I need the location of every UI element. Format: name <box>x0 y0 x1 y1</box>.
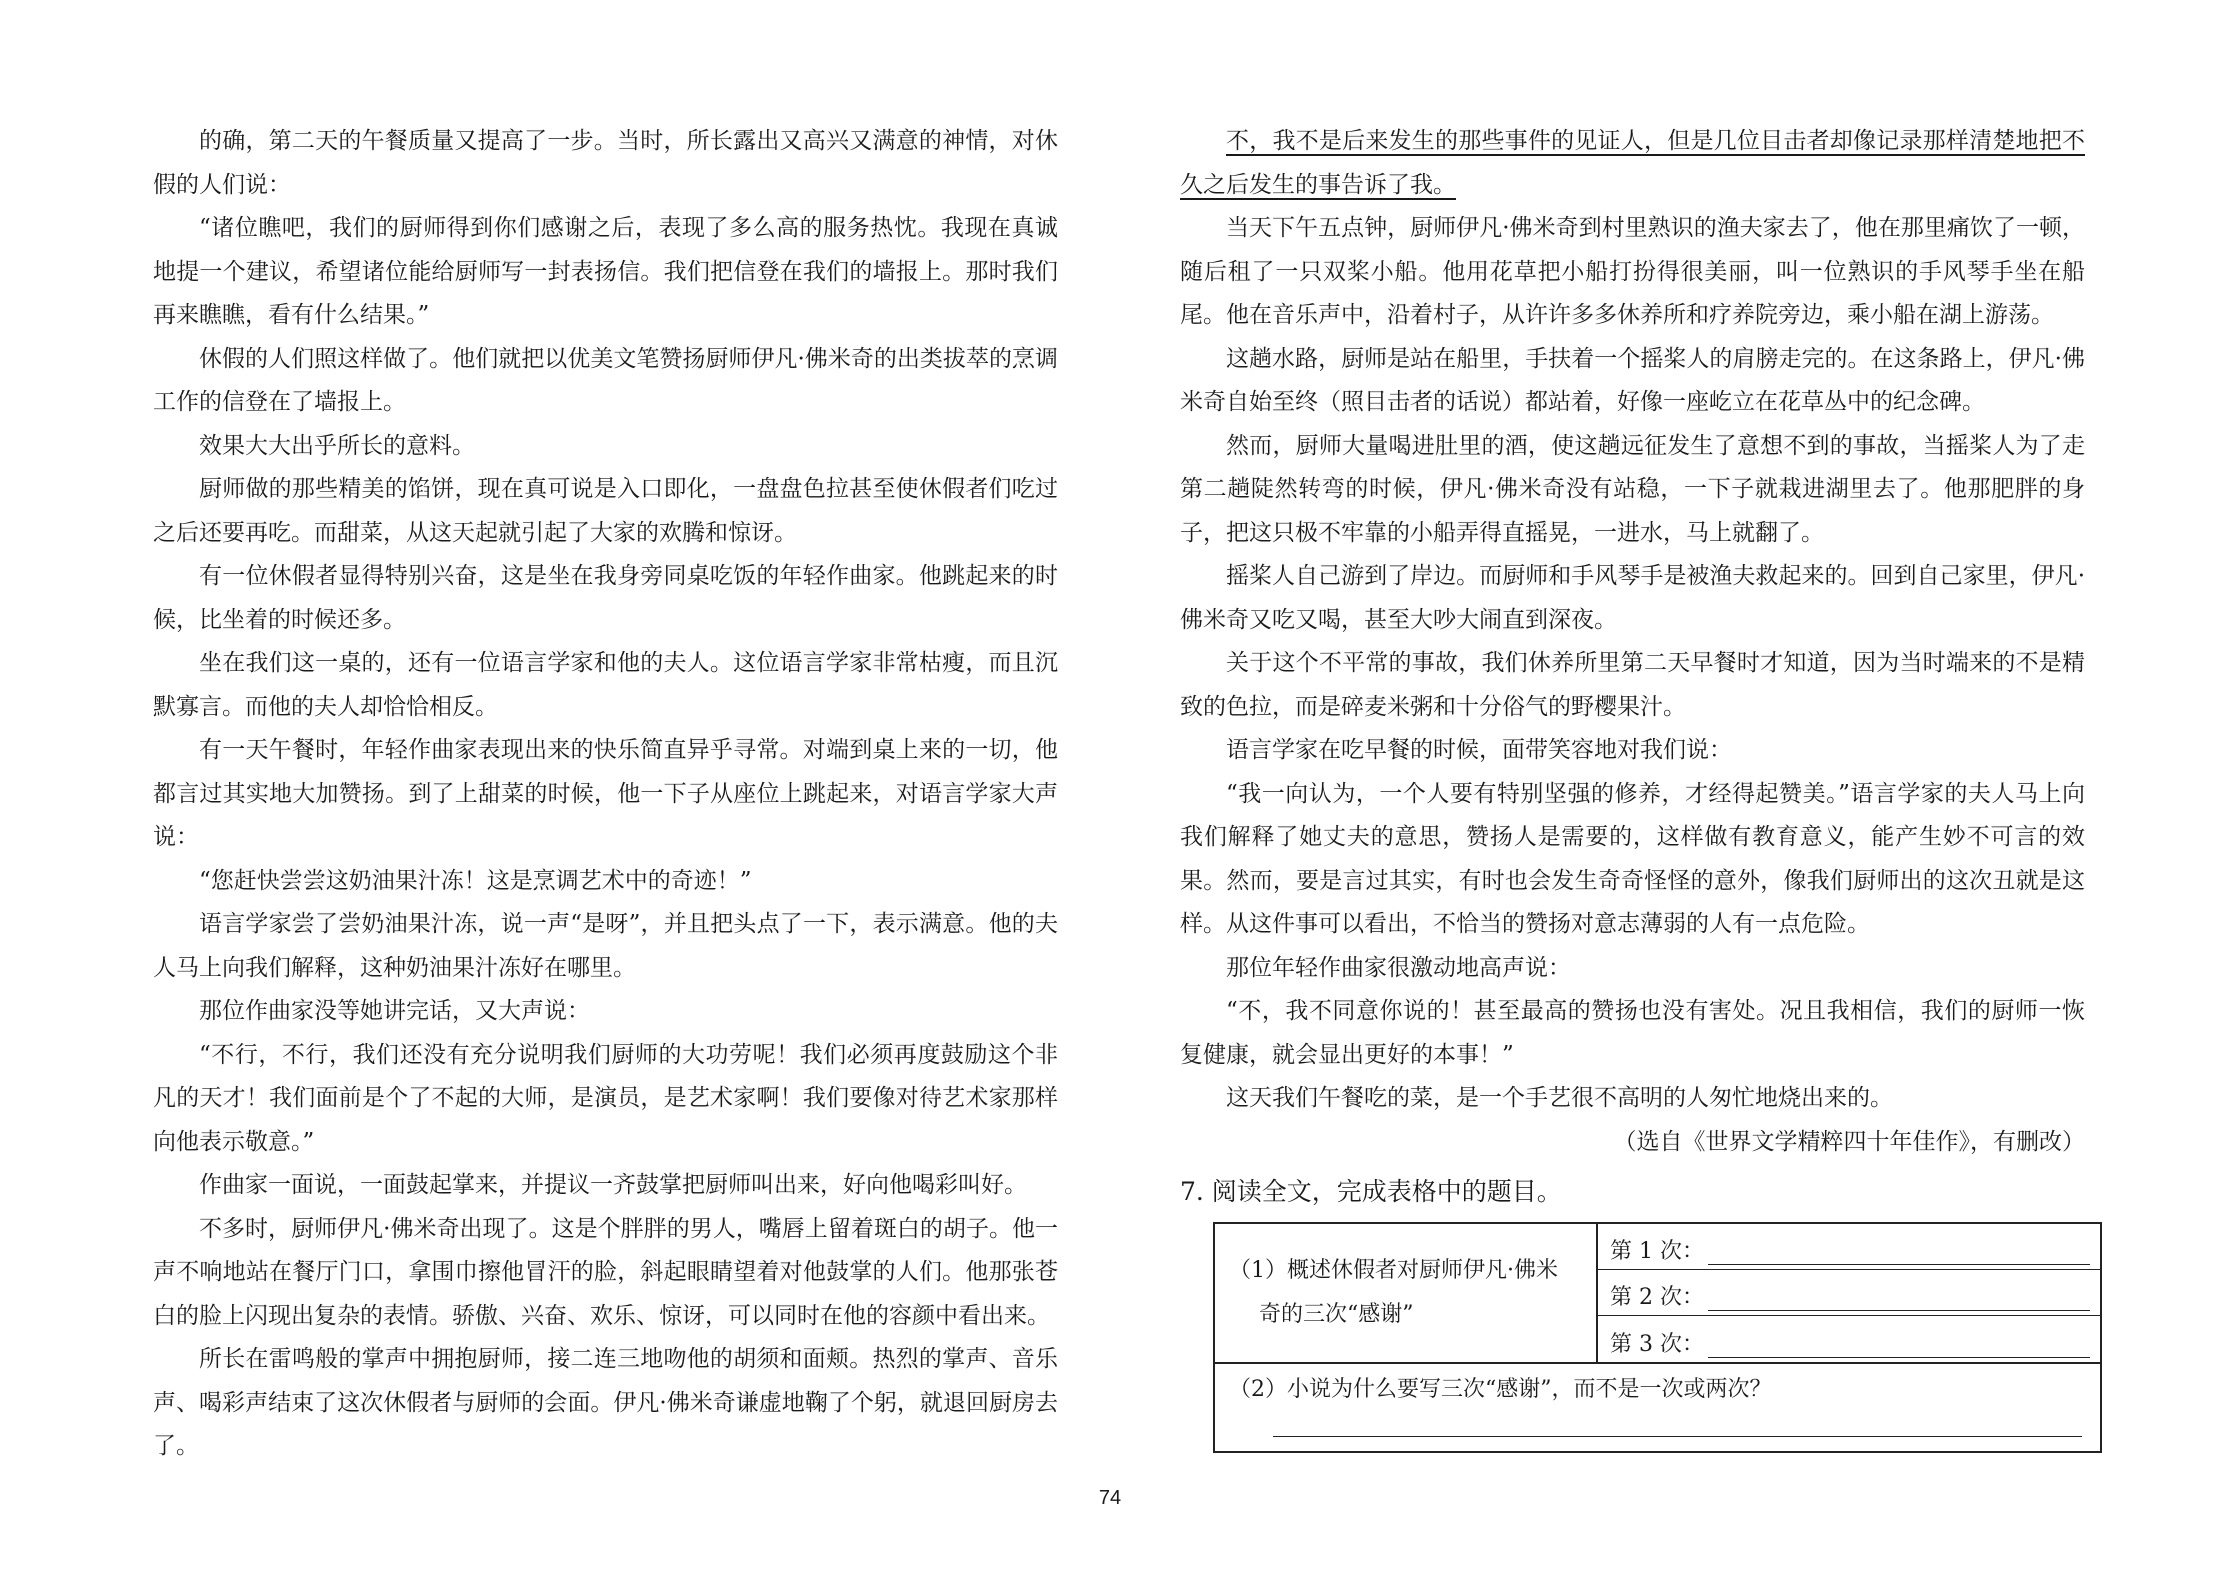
paragraph: 当天下午五点钟，厨师伊凡·佛米奇到村里熟识的渔夫家去了，他在那里痛饮了一顿，随后租了一只双桨小船。他用花草把小船打扮得很美丽，叫一位熟识的手风琴手坐在船尾。他在音乐声中，沿着村子，从许许多多休养所和疗养院旁边，乘小船在湖上游荡。 <box>1180 215 2085 328</box>
part1-blanks <box>1597 1223 2101 1363</box>
right-column <box>1180 120 2085 1453</box>
paragraph: 坐在我们这一桌的，还有一位语言学家和他的夫人。这位语言学家非常枯瘦，而且沉默寡言。而他的夫人却恰恰相反。 <box>153 650 1058 720</box>
part1-label-line2: 奇的三次“感谢” <box>1259 1302 1414 1327</box>
part2-cell <box>1214 1363 2101 1452</box>
paragraph: 那位年轻作曲家很激动地高声说： <box>1226 954 1571 981</box>
paragraph: 那位作曲家没等她讲完话，又大声说： <box>199 998 590 1024</box>
answer-blank-3[interactable] <box>1708 1329 2090 1358</box>
page-number: 74 <box>1098 1487 1122 1509</box>
paragraph: 语言学家在吃早餐的时候，面带笑容地对我们说： <box>1226 737 1732 763</box>
paragraph: “诸位瞧吧，我们的厨师得到你们感谢之后，表现了多么高的服务热忱。我现在真诚地提一个建议，希望诸位能给厨师写一封表扬信。我们把信登在我们的墙报上。那时我们再来瞧瞧，看有什么结果。” <box>153 215 1058 328</box>
blank-label-1: 第 1 次： <box>1610 1239 1704 1264</box>
paragraph: “不，我不同意你说的！甚至最高的赞扬也没有害处。况且我相信，我们的厨师一恢复健康，就会显出更好的本事！” <box>1180 998 2085 1068</box>
paragraph: “您赶快尝尝这奶油果汁冻！这是烹调艺术中的奇迹！” <box>199 867 752 894</box>
source-note: （选自《世界文学精粹四十年佳作》，有删改） <box>1613 1128 2085 1155</box>
blank-row-2 <box>1598 1270 2100 1316</box>
paragraph: 休假的人们照这样做了。他们就把以优美文笔赞扬厨师伊凡·佛米奇的出类拔萃的烹调工作的信登在了墙报上。 <box>153 345 1058 415</box>
blank-label-2: 第 2 次： <box>1610 1285 1704 1310</box>
paragraph: 有一天午餐时，年轻作曲家表现出来的快乐简直异乎寻常。对端到桌上来的一切，他都言过其实地大加赞扬。到了上甜菜的时候，他一下子从座位上跳起来，对语言学家大声说： <box>153 737 1058 850</box>
answer-blank-2[interactable] <box>1708 1282 2090 1311</box>
answer-blank-1[interactable] <box>1708 1236 2090 1265</box>
part1-label <box>1214 1223 1597 1363</box>
right-column-text <box>1180 120 2085 1121</box>
paragraph: 然而，厨师大量喝进肚里的酒，使这趟远征发生了意想不到的事故，当摇桨人为了走第二趟陡然转弯的时候，伊凡·佛米奇没有站稳，一下子就栽进湖里去了。他那肥胖的身子，把这只极不牢靠的小船弄得直摇晃，一进水，马上就翻了。 <box>1180 432 2085 546</box>
paragraph: 效果大大出乎所长的意料。 <box>199 432 475 459</box>
question-title: 7. 阅读全文，完成表格中的题目。 <box>1180 1177 1562 1206</box>
left-column <box>153 120 1058 1469</box>
blank-row-1 <box>1598 1224 2100 1270</box>
paragraph: 的确，第二天的午餐质量又提高了一步。当时，所长露出又高兴又满意的神情，对休假的人们说： <box>153 128 1058 198</box>
paragraph: 厨师做的那些精美的馅饼，现在真可说是入口即化，一盘盘色拉甚至使休假者们吃过之后还要再吃。而甜菜，从这天起就引起了大家的欢腾和惊讶。 <box>153 476 1058 546</box>
paragraph: 有一位休假者显得特别兴奋，这是坐在我身旁同桌吃饭的年轻作曲家。他跳起来的时候，比坐着的时候还多。 <box>153 563 1058 633</box>
paragraph: 不多时，厨师伊凡·佛米奇出现了。这是个胖胖的男人，嘴唇上留着斑白的胡子。他一声不响地站在餐厅门口，拿围巾擦他冒汗的脸，斜起眼睛望着对他鼓掌的人们。他那张苍白的脸上闪现出复杂的表情。骄傲、兴奋、欢乐、惊讶，可以同时在他的容颜中看出来。 <box>153 1215 1058 1329</box>
paragraph: 所长在雷鸣般的掌声中拥抱厨师，接二连三地吻他的胡须和面颊。热烈的掌声、音乐声、喝彩声结束了这次休假者与厨师的会面。伊凡·佛米奇谦虚地鞠了个躬，就退回厨房去了。 <box>153 1346 1058 1459</box>
answer-table <box>1213 1222 2102 1453</box>
part2-label: （2）小说为什么要写三次“感谢”，而不是一次或两次？ <box>1229 1377 1772 1402</box>
blank-row-3 <box>1598 1316 2100 1362</box>
part1-label-line1: （1）概述休假者对厨师伊凡·佛米 <box>1229 1258 1558 1283</box>
paragraph: “我一向认为，一个人要有特别坚强的修养，才经得起赞美。”语言学家的夫人马上向我们解释了她丈夫的意思，赞扬人是需要的，这样做有教育意义，能产生妙不可言的效果。然而，要是言过其实，有时也会发生奇奇怪怪的意外，像我们厨师出的这次丑就是这样。从这件事可以看出，不恰当的赞扬对意志薄弱的人有一点危险。 <box>1180 780 2085 937</box>
paragraph: 这天我们午餐吃的菜，是一个手艺很不高明的人匆忙地烧出来的。 <box>1226 1085 1893 1111</box>
paragraph: 作曲家一面说，一面鼓起掌来，并提议一齐鼓掌把厨师叫出来，好向他喝彩叫好。 <box>199 1172 1027 1198</box>
paragraph: 语言学家尝了尝奶油果汁冻，说一声“是呀”，并且把头点了一下，表示满意。他的夫人马上向我们解释，这种奶油果汁冻好在哪里。 <box>153 911 1058 981</box>
paragraph: 这趟水路，厨师是站在船里，手扶着一个摇桨人的肩膀走完的。在这条路上，伊凡·佛米奇自始至终（照目击者的话说）都站着，好像一座屹立在花草丛中的纪念碑。 <box>1180 345 2085 415</box>
paragraph: 摇桨人自己游到了岸边。而厨师和手风琴手是被渔夫救起来的。回到自己家里，伊凡·佛米奇又吃又喝，甚至大吵大闹直到深夜。 <box>1180 563 2085 633</box>
part2-answer-blank[interactable] <box>1273 1416 2082 1437</box>
paragraph: 关于这个不平常的事故，我们休养所里第二天早餐时才知道，因为当时端来的不是精致的色拉，而是碎麦米粥和十分俗气的野樱果汁。 <box>1180 650 2085 720</box>
blank-label-3: 第 3 次： <box>1610 1332 1704 1357</box>
underlined-paragraph: 不，我不是后来发生的那些事件的见证人，但是几位目击者却像记录那样清楚地把不久之后发生的事告诉了我。 <box>1180 128 2085 198</box>
paragraph: “不行，不行，我们还没有充分说明我们厨师的大功劳呢！我们必须再度鼓励这个非凡的天才！我们面前是个了不起的大师，是演员，是艺术家啊！我们要像对待艺术家那样向他表示敬意。” <box>153 1041 1058 1155</box>
